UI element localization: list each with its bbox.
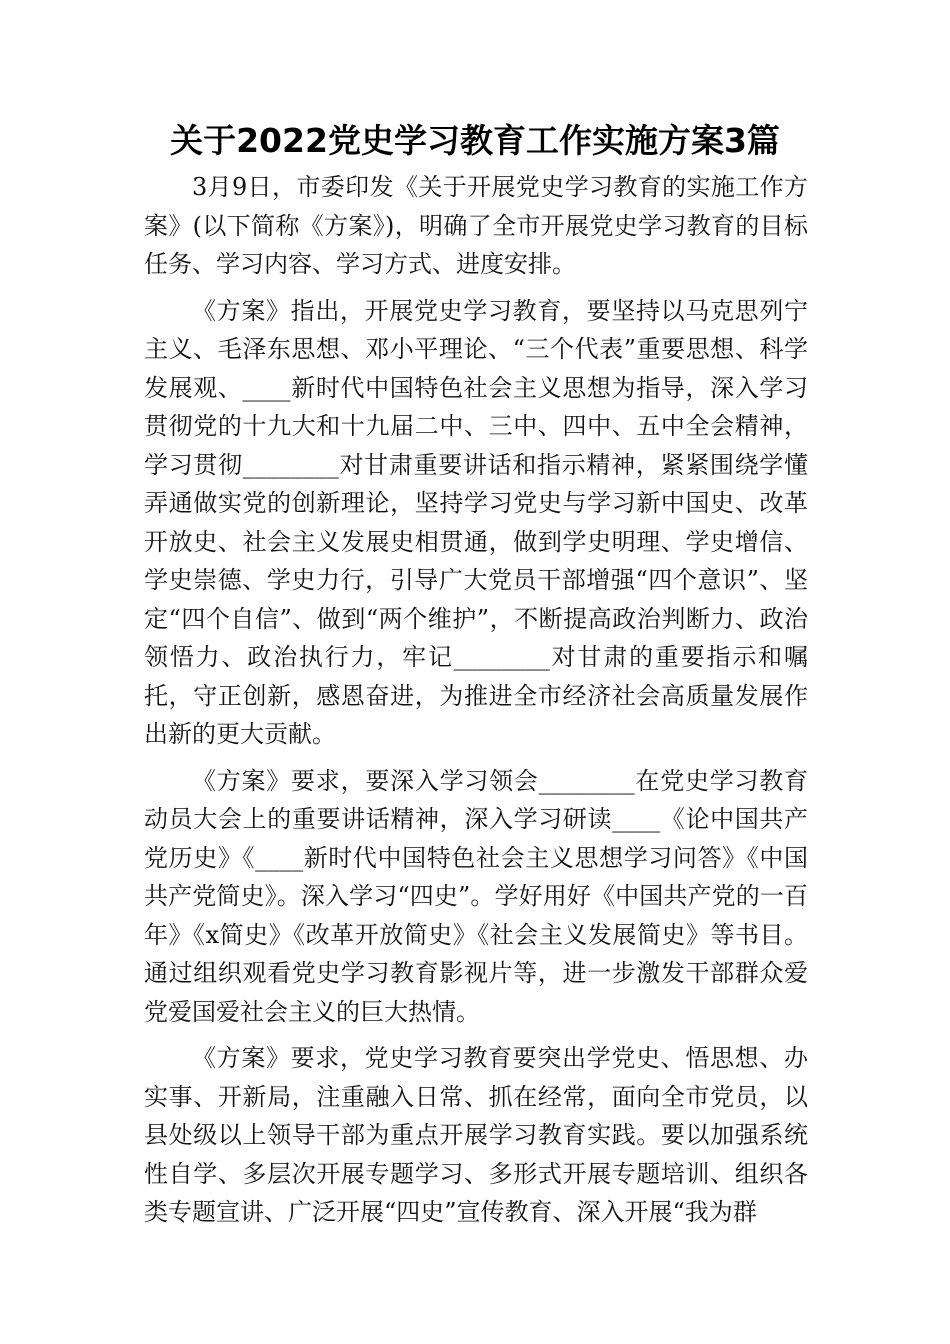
paragraph-2: 《方案》指出，开展党史学习教育，要坚持以马克思列宁主义、毛泽东思想、邓小平理论、“三个代表”重要思想、科学发展观、____新时代中国特色社会主义思想为指导，深入学习贯彻党的十九大和十九届二中、三中、四中、五中全会精神，学习贯彻________对甘肃重要讲话和指示精神，紧紧围绕学懂弄通做实党的创新理论，坚持学习党史与学习新中国史、改革开放史、社会主义发展史相贯通，做到学史明理、学史增信、学史崇德、学史力行，引导广大党员干部增强“四个意识”、坚定“四个自信”、做到“两个维护”，不断提高政治判断力、政治领悟力、政治执行力，牢记________对甘肃的重要指示和嘱托，守正创新，感恩奋进，为推进全市经济社会高质量发展作出新的更大贡献。: [144, 296, 808, 748]
paragraph-3: 《方案》要求，要深入学习领会________在党史学习教育动员大会上的重要讲话精神，深入学习研读____《论中国共产党历史》《____新时代中国特色社会主义思想学习问答》《中国共产党简史》。深入学习“四史”。学好用好《中国共产党的一百年》《x简史》《改革开放简史》《社会主义发展简史》等书目。通过组织观看党史学习教育影视片等，进一步激发干部群众爱党爱国爱社会主义的巨大热情。: [144, 766, 808, 1026]
document-body: [144, 168, 808, 1240]
paragraph-4: 《方案》要求，党史学习教育要突出学党史、悟思想、办实事、开新局，注重融入日常、抓在经常，面向全市党员，以县处级以上领导干部为重点开展学习教育实践。要以加强系统性自学、多层次开展专题学习、多形式开展专题培训、组织各类专题宣讲、广泛开展“四史”宣传教育、深入开展“我为群: [144, 1044, 808, 1226]
paragraph-1: 3月9日，市委印发《关于开展党史学习教育的实施工作方案》(以下简称《方案》)，明确了全市开展党史学习教育的目标任务、学习内容、学习方式、进度安排。: [144, 173, 808, 278]
document-title: 关于2022党史学习教育工作实施方案3篇: [170, 121, 780, 160]
